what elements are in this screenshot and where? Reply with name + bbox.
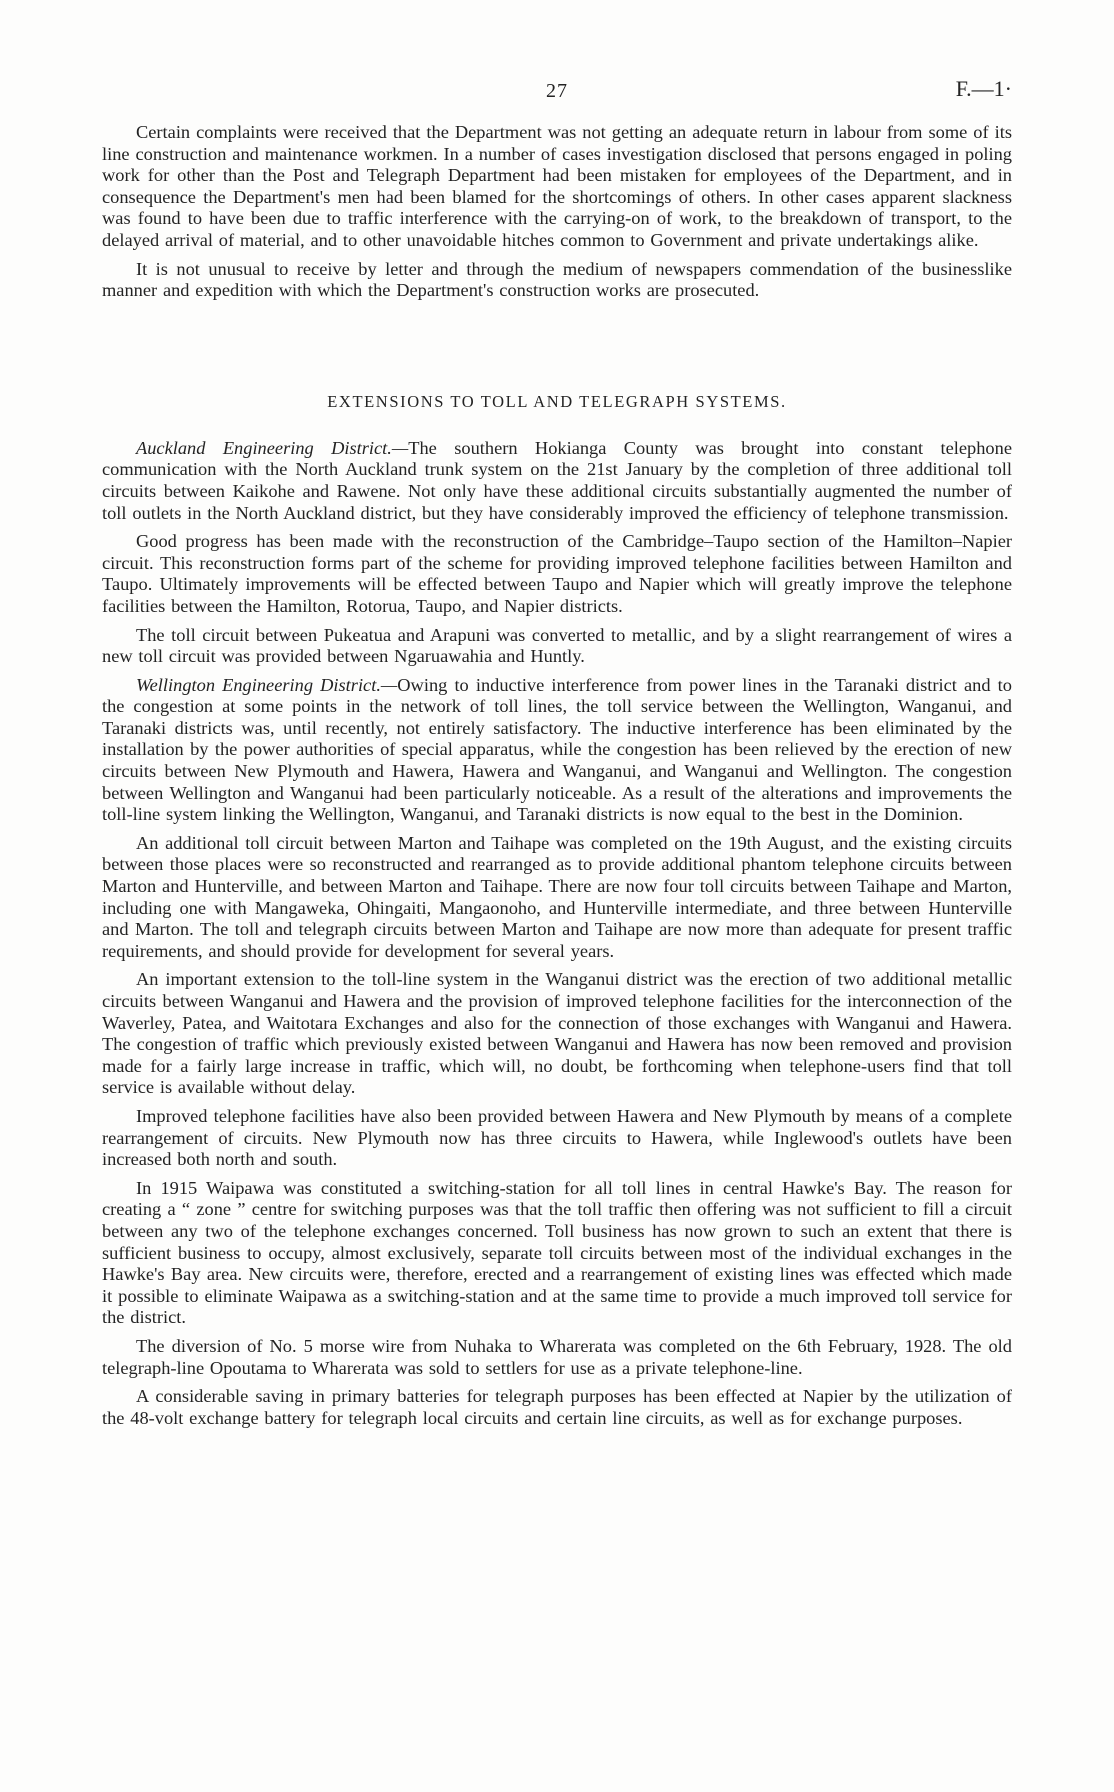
paragraph-text: Improved telephone facilities have also been provided between Hawera and New Plymouth by means of a complete rearrangement of circuits. New Plymouth now has three circuits to Hawera, while Inglewood's outlets have been increased both north and south.	[102, 1105, 1012, 1170]
paragraph-battery-saving	[102, 1386, 1012, 1429]
paragraph-text: A considerable saving in primary batteries for telegraph purposes has been effected at Napier by the utilization of the 48-volt exchange battery for telegraph local circuits and certain line circuits, as well as for exchange purposes.	[102, 1386, 1012, 1428]
paragraph-text: Certain complaints were received that the Department was not getting an adequate return in labour from some of its line construction and maintenance workmen. In a number of cases investigation disclosed that persons engaged in poling work for other than the Post and Telegraph Department had been mistaken for employees of the Department, and in consequence the Department's men had been blamed for the shortcomings of others. In other cases apparent slackness was found to have been due to traffic interference with the carrying-on of work, to the breakdown of transport, to the delayed arrival of material, and to other unavoidable hitches common to Government and private undertakings alike.	[102, 122, 1012, 250]
district-lead: Auckland Engineering District.—	[136, 437, 409, 458]
paragraph-marton-taihape	[102, 833, 1012, 963]
paragraph-text: An important extension to the toll-line system in the Wanganui district was the erection of two additional metallic circuits between Wanganui and Hawera and the provision of improved telephone facilities for the interconnection of the Waverley, Patea, and Waitotara Exchanges and also for the connection of those exchanges with Wanganui and Hawera. The congestion of traffic which previously existed between Wanganui and Hawera has now been removed and provision made for a fairly large increase in traffic, which will, no doubt, be forthcoming when telephone-users find that toll service is available without delay.	[102, 969, 1012, 1098]
paragraph-text: In 1915 Waipawa was constituted a switching-station for all toll lines in central Hawke's Bay. The reason for creating a “ zone ” centre for switching purposes was that the toll traffic then offering was not sufficient to fill a circuit between any two of the telephone exchanges concerned. Toll business has now grown to such an extent that there is sufficient business to occupy, almost exclusively, separate toll circuits between most of the individual exchanges in the Hawke's Bay area. New circuits were, therefore, erected and a rearrangement of existing lines was effected which made it possible to eliminate Waipawa as a switching-station and at the same time to provide a much improved toll service for the district.	[102, 1177, 1012, 1328]
paragraph-text: The southern Hokianga County was brought into constant telephone communication with the North Auckland trunk system on the 21st January by the completion of three additional toll circuits between Kaikohe and Rawene. Not only have these additional circuits substantially augmented the number of toll outlets in the North Auckland district, but they have considerably improved the efficiency of telephone transmission.	[102, 437, 1012, 523]
paragraph-hawera-new-plymouth	[102, 1106, 1012, 1171]
paragraph-text: The toll circuit between Pukeatua and Arapuni was converted to metallic, and by a slight rearrangement of wires a new toll circuit was provided between Ngaruawahia and Huntly.	[102, 624, 1012, 667]
paragraph-wellington-district	[102, 675, 1012, 826]
running-head	[102, 76, 1012, 108]
district-lead: Wellington Engineering District.—	[136, 674, 398, 695]
intro-paragraph-1	[102, 122, 1012, 252]
paragraph-auckland-district	[102, 438, 1012, 524]
section-heading: EXTENSIONS TO TOLL AND TELEGRAPH SYSTEMS.	[327, 391, 787, 411]
folio-reference: F.—1·	[955, 76, 1012, 101]
intro-paragraph-2	[102, 259, 1012, 302]
paragraph-pukeatua-arapuni	[102, 625, 1012, 668]
paragraph-text: The diversion of No. 5 morse wire from Nuhaka to Wharerata was completed on the 6th February, 1928. The old telegraph-line Opoutama to Wharerata was sold to settlers for use as a private telephone-line.	[102, 1335, 1012, 1378]
paragraph-text: Good progress has been made with the reconstruction of the Cambridge–Taupo section of the Hamilton–Napier circuit. This reconstruction forms part of the scheme for providing improved telephone facilities between Hamilton and Taupo. Ultimately improvements will be effected between Taupo and Napier which will greatly improve the telephone facilities between the Hamilton, Rotorua, Taupo, and Napier districts.	[102, 531, 1012, 616]
paragraph-morse-wire-diversion	[102, 1336, 1012, 1379]
paragraph-text: It is not unusual to receive by letter and through the medium of newspapers commendation of the businesslike manner and expedition with which the Department's construction works are prosecuted.	[102, 258, 1012, 301]
paragraph-cambridge-taupo	[102, 531, 1012, 617]
paragraph-waipawa-switching	[102, 1178, 1012, 1329]
paragraph-text: Owing to inductive interference from power lines in the Taranaki district and to the congestion at some points in the network of toll lines, the toll service between the Wellington, Wanganui, and Taranaki districts was, until recently, not entirely satisfactory. The inductive interference has been eliminated by the installation by the power authorities of special apparatus, while the congestion has been relieved by the erection of new circuits between New Plymouth and Hawera, Hawera and Wanganui, and Wanganui and Wellington. The congestion between Wellington and Wanganui had been particularly noticeable. As a result of the alterations and improvements the toll-line system linking the Wellington, Wanganui, and Taranaki districts is now equal to the best in the Dominion.	[102, 674, 1012, 825]
page-number: 27	[546, 80, 568, 102]
paragraph-wanganui-extension	[102, 969, 1012, 1099]
paragraph-text: An additional toll circuit between Marton and Taihape was completed on the 19th August, and the existing circuits between those places were so reconstructed and rearranged as to provide additional phantom telephone circuits between Marton and Hunterville, and between Marton and Taihape. There are now four toll circuits between Taihape and Marton, including one with Mangaweka, Ohingaiti, Mangaonoho, and Hunterville intermediate, and three between Hunterville and Marton. The toll and telegraph circuits between Marton and Taihape are now more than adequate for present traffic requirements, and should provide for development for several years.	[102, 832, 1012, 961]
